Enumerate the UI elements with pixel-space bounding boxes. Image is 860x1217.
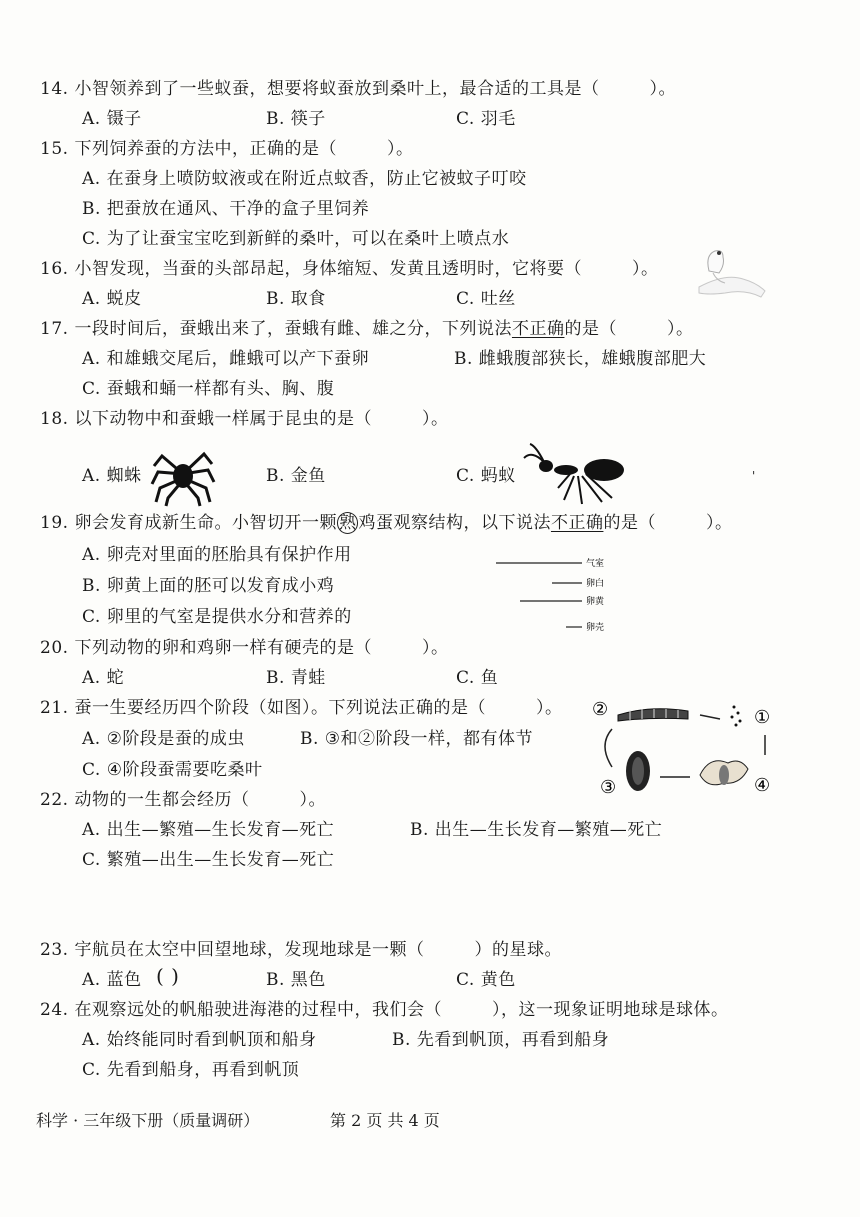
q14-option-b: B. 筷子 <box>266 109 326 129</box>
q20-option-a: A. 蛇 <box>82 668 125 688</box>
question-23: 23. 宇航员在太空中回望地球，发现地球是一颗（ ）的星球。 <box>40 940 562 960</box>
egg-label-white: 卵白 <box>586 579 605 589</box>
q23-option-b: B. 黑色 <box>266 970 326 990</box>
question-22: 22. 动物的一生都会经历（ ）。 <box>40 790 326 810</box>
q15-option-c: C. 为了让蚕宝宝吃到新鲜的桑叶，可以在桑叶上喷点水 <box>82 229 510 249</box>
question-16: 16. 小智发现，当蚕的头部昂起，身体缩短、发黄且透明时，它将要（ ）。 <box>40 259 659 279</box>
egg-label-yolk: 卵黄 <box>586 597 605 607</box>
egg-structure-diagram <box>490 553 620 633</box>
q16-option-c: C. 吐丝 <box>456 289 516 309</box>
q21-option-c: C. ④阶段蚕需要吃桑叶 <box>82 760 263 780</box>
ant-image <box>520 440 630 510</box>
q18-option-a: A. 蜘蛛 <box>82 466 142 486</box>
q20-option-b: B. 青蛙 <box>266 668 326 688</box>
spider-image <box>150 444 216 506</box>
eggs-image <box>731 706 742 727</box>
q14-option-c: C. 羽毛 <box>456 109 516 129</box>
q24-option-c: C. 先看到船身，再看到帆顶 <box>82 1060 300 1080</box>
question-17: 17. 一段时间后，蚕蛾出来了，蚕蛾有雌、雄之分，下列说法不正确的是（ ）。 <box>40 319 694 339</box>
stage-label-1: ① <box>754 707 771 728</box>
question-15: 15. 下列饲养蚕的方法中，正确的是（ ）。 <box>40 139 414 159</box>
q17-option-c: C. 蚕蛾和蛹一样都有头、胸、腹 <box>82 379 335 399</box>
q19-option-c: C. 卵里的气室是提供水分和营养的 <box>82 607 352 627</box>
q23-answer-mark: ( ) <box>156 964 180 988</box>
q24-option-b: B. 先看到帆顶，再看到船身 <box>392 1030 610 1050</box>
stage-label-4: ④ <box>754 775 771 796</box>
q18-option-b: B. 金鱼 <box>266 466 326 486</box>
question-20: 20. 下列动物的卵和鸡卵一样有硬壳的是（ ）。 <box>40 638 449 658</box>
stage-label-3: ③ <box>600 777 617 798</box>
q14-option-a: A. 镊子 <box>82 109 142 129</box>
q21-option-a: A. ②阶段是蚕的成虫 <box>82 729 245 749</box>
q15-option-a: A. 在蚕身上喷防蚊液或在附近点蚊香，防止它被蚊子叮咬 <box>82 169 527 189</box>
silkworm-raised-head-image <box>695 243 775 299</box>
q22-option-c: C. 繁殖—出生—生长发育—死亡 <box>82 850 335 870</box>
q15-option-b: B. 把蚕放在通风、干净的盒子里饲养 <box>82 199 370 219</box>
q21-option-b: B. ③和②阶段一样，都有体节 <box>300 729 534 749</box>
q20-option-c: C. 鱼 <box>456 668 499 688</box>
q19-option-b: B. 卵黄上面的胚可以发育成小鸡 <box>82 576 335 596</box>
q16-option-b: B. 取食 <box>266 289 326 309</box>
footer-subject: 科学 · 三年级下册（质量调研） <box>36 1111 260 1130</box>
q16-option-a: A. 蜕皮 <box>82 289 142 309</box>
q18-option-c: C. 蚂蚁 <box>456 466 516 486</box>
footer-page-number: 第 2 页 共 4 页 <box>330 1111 440 1130</box>
silkworm-lifecycle-diagram <box>590 695 780 800</box>
question-24: 24. 在观察远处的帆船驶进海港的过程中，我们会（ ），这一现象证明地球是球体。 <box>40 1000 729 1020</box>
egg-label-air-cell: 气室 <box>586 559 605 569</box>
stage-label-2: ② <box>592 699 609 720</box>
q24-option-a: A. 始终能同时看到帆顶和船身 <box>82 1030 317 1050</box>
larva-image <box>618 709 688 721</box>
q23-option-a: A. 蓝色 <box>82 970 142 990</box>
q17-option-b: B. 雌蛾腹部狭长，雄蛾腹部肥大 <box>454 349 707 369</box>
moth-image <box>700 761 748 785</box>
question-19: 19. 卵会发育成新生命。小智切开一颗 熟 鸡蛋观察结构，以下说法不正确的是（ ）。 <box>40 513 733 533</box>
q22-option-b: B. 出生—生长发育—繁殖—死亡 <box>410 820 663 840</box>
q22-option-a: A. 出生—繁殖—生长发育—死亡 <box>82 820 335 840</box>
stray-mark: ' <box>752 469 756 483</box>
q23-option-c: C. 黄色 <box>456 970 516 990</box>
question-14: 14. 小智领养到了一些蚁蚕，想要将蚁蚕放到桑叶上，最合适的工具是（ ）。 <box>40 79 676 99</box>
question-21: 21. 蚕一生要经历四个阶段（如图）。下列说法正确的是（ ）。 <box>40 698 563 718</box>
q17-option-a: A. 和雄蛾交尾后，雌蛾可以产下蚕卵 <box>82 349 370 369</box>
egg-label-shell: 卵壳 <box>586 623 605 633</box>
pupa-image <box>626 751 650 791</box>
q19-option-a: A. 卵壳对里面的胚胎具有保护作用 <box>82 545 352 565</box>
question-18: 18. 以下动物中和蚕蛾一样属于昆虫的是（ ）。 <box>40 409 449 429</box>
